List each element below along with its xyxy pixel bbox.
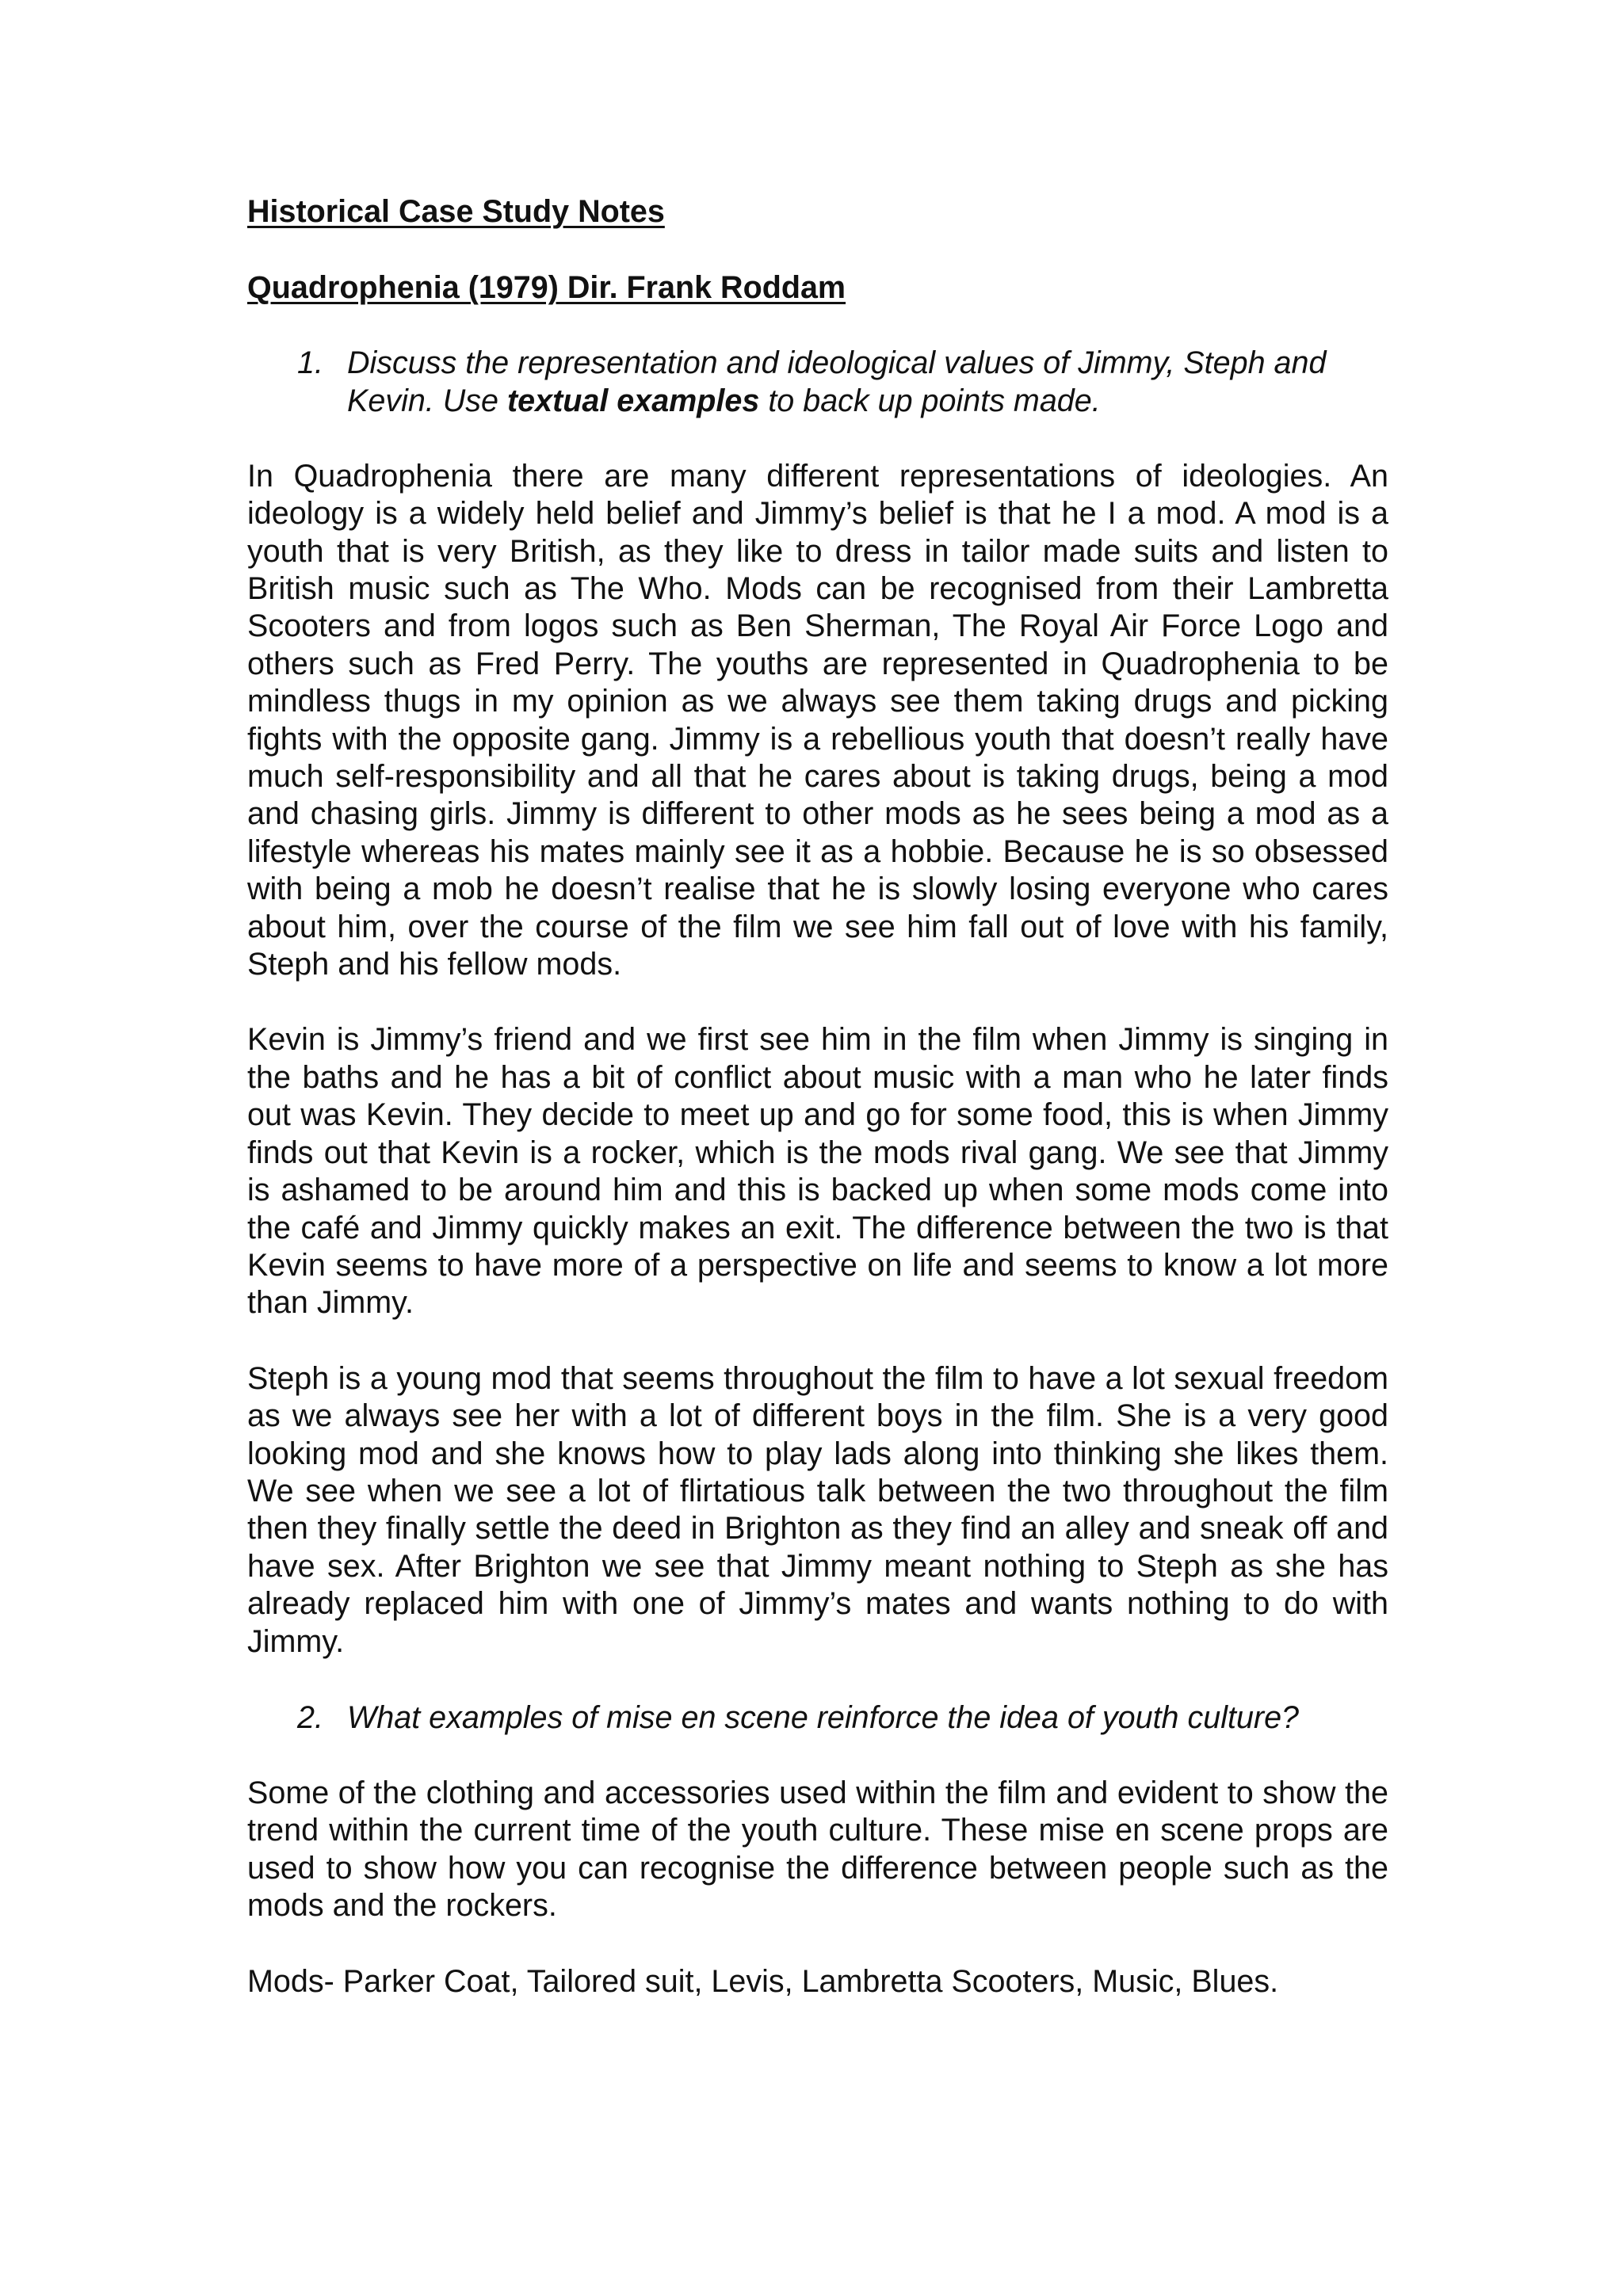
question-1-number: 1. [297, 345, 323, 380]
question-1-text-after: to back up points made. [759, 383, 1101, 418]
question-1-text-bold: textual examples [506, 383, 760, 418]
paragraph-steph: Steph is a young mod that seems throughout the film to have a lot sexual freedom as we always see her with a lot of different boys in the film. She is a very good looking mod and she knows how to play lads along into thinking she likes them. We see when we see a lot of flirtatious talk between the two throughout the film then they finally settle the deed in Brighton as they find an alley and sneak off and have sex. After Brighton we see that Jimmy meant nothing to Steph as she has already replaced him with one of Jimmy’s mates and wants nothing to do with Jimmy. [247, 1360, 1388, 1659]
question-1-text [347, 344, 1388, 420]
question-2-number: 2. [297, 1699, 323, 1735]
mods-list-line: Mods- Parker Coat, Tailored suit, Levis, Lambretta Scooters, Music, Blues. [247, 1963, 1279, 1999]
paragraph-mise-en-scene: Some of the clothing and accessories used within the film and evident to show the trend within the current time of the youth culture. These mise en scene props are used to show how you can recognise the difference between people such as the mods and the rockers. [247, 1775, 1388, 1924]
document-title: Historical Case Study Notes [247, 194, 665, 229]
document-page [247, 193, 1388, 2039]
paragraph-jimmy: In Quadrophenia there are many different representations of ideologies. An ideology is a widely held belief and Jimmy’s belief is that he I a mod. A mod is a youth that is very British, as they like to dress in tailor made suits and listen to British music such as The Who. Mods can be recognised from their Lambretta Scooters and from logos such as Ben Sherman, The Royal Air Force Logo and others such as Fred Perry. The youths are represented in Quadrophenia to be mindless thugs in my opinion as we always see them taking drugs and picking fights with the opposite gang. Jimmy is a rebellious youth that doesn’t really have much self-responsibility and all that he cares about is taking drugs, being a mod and chasing girls. Jimmy is different to other mods as he sees being a mod as a lifestyle whereas his mates mainly see it as a hobbie. Because he is so obsessed with being a mob he doesn’t realise that he is slowly losing everyone who cares about him, over the course of the film we see him fall out of love with his family, Steph and his fellow mods. [247, 458, 1388, 982]
paragraph-kevin: Kevin is Jimmy’s friend and we first see him in the film when Jimmy is singing in the baths and he has a bit of conflict about music with a man who he later finds out was Kevin. They decide to meet up and go for some food, this is when Jimmy finds out that Kevin is a rocker, which is the mods rival gang. We see that Jimmy is ashamed to be around him and this is backed up when some mods come into the café and Jimmy quickly makes an exit. The difference between the two is that Kevin seems to have more of a perspective on life and seems to know a lot more than Jimmy. [247, 1022, 1388, 1321]
document-subtitle: Quadrophenia (1979) Dir. Frank Roddam [247, 270, 846, 306]
question-2 [297, 1699, 1388, 1737]
question-2-text: What examples of mise en scene reinforce the idea of youth culture? [347, 1699, 1300, 1735]
question-1 [297, 344, 1388, 420]
question-1-text-before: Discuss the representation and ideological values of Jimmy, Steph and Kevin. Use [347, 345, 1327, 418]
